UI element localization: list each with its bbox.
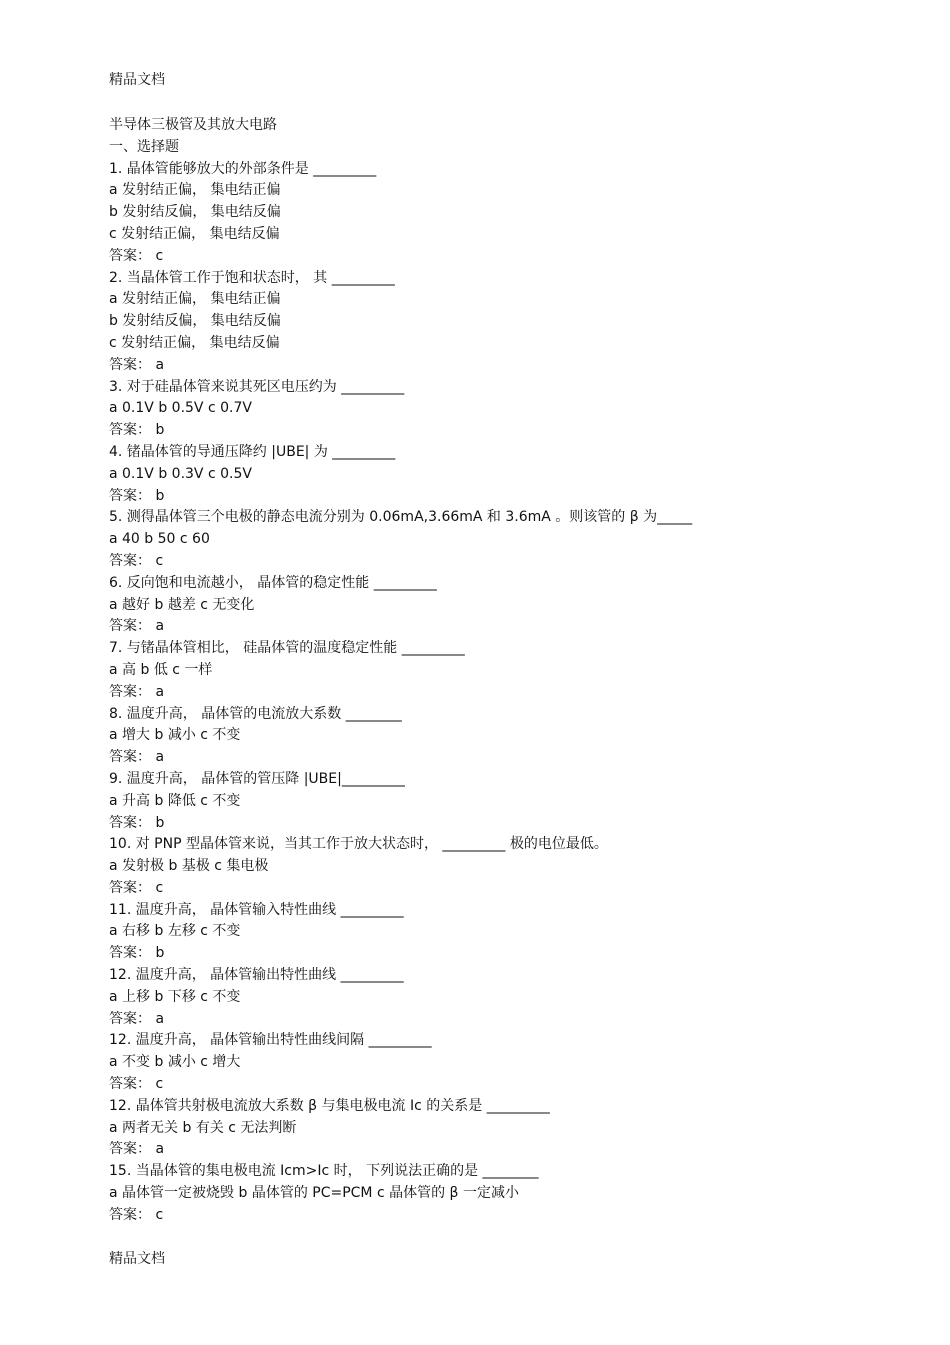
document-line: 11. 温度升高， 晶体管输入特性曲线 _________: [109, 901, 404, 918]
document-line: 答案： b: [109, 945, 165, 962]
document-line: 答案： b: [109, 487, 165, 504]
document-line: a 高 b 低 c 一样: [109, 661, 213, 678]
document-line: c 发射结正偏， 集电结反偏: [109, 225, 280, 242]
document-line: 答案： a: [109, 749, 165, 766]
document-line: a 发射极 b 基极 c 集电极: [109, 858, 269, 875]
document-line: a 不变 b 减小 c 增大: [109, 1054, 241, 1071]
document-line: 7. 与锗晶体管相比， 硅晶体管的温度稳定性能 _________: [109, 640, 465, 657]
document-line: a 越好 b 越差 c 无变化: [109, 596, 255, 613]
document-line: 答案： a: [109, 1141, 165, 1158]
document-line: 1. 晶体管能够放大的外部条件是 _________: [109, 160, 377, 177]
document-line: 8. 温度升高， 晶体管的电流放大系数 ________: [109, 705, 402, 722]
document-line: 答案： a: [109, 618, 165, 635]
document-body: [109, 115, 909, 1227]
document-line: 3. 对于硅晶体管来说其死区电压约为 _________: [109, 378, 405, 395]
document-line: b 发射结反偏， 集电结反偏: [109, 313, 281, 330]
document-line: 答案： b: [109, 422, 165, 439]
document-line: 答案： c: [109, 1076, 164, 1093]
document-line: 10. 对 PNP 型晶体管来说，当其工作于放大状态时， _________ 极的电位最低。: [109, 836, 608, 853]
document-line: 答案： a: [109, 1010, 165, 1027]
document-line: 9. 温度升高， 晶体管的管压降 |UBE|_________: [109, 770, 405, 787]
document-line: c 发射结正偏， 集电结反偏: [109, 334, 280, 351]
document-line: 2. 当晶体管工作于饱和状态时， 其 _________: [109, 269, 395, 286]
document-line: a 增大 b 减小 c 不变: [109, 727, 241, 744]
document-line: 答案： a: [109, 683, 165, 700]
document-line: a 40 b 50 c 60: [109, 531, 210, 548]
document-line: 答案： b: [109, 814, 165, 831]
document-line: a 0.1V b 0.5V c 0.7V: [109, 400, 252, 417]
document-line: 答案： a: [109, 356, 165, 373]
document-line: 12. 温度升高， 晶体管输出特性曲线 _________: [109, 967, 404, 984]
document-line: 一、选择题: [109, 138, 179, 155]
document-line: 4. 锗晶体管的导通压降约 |UBE| 为 _________: [109, 443, 396, 460]
document-line: a 两者无关 b 有关 c 无法判断: [109, 1119, 297, 1136]
page-footer: 精品文档: [109, 1251, 165, 1267]
document-line: 答案： c: [109, 879, 164, 896]
document-line: 12. 温度升高， 晶体管输出特性曲线间隔 _________: [109, 1032, 432, 1049]
document-line: a 上移 b 下移 c 不变: [109, 988, 241, 1005]
document-line: 5. 测得晶体管三个电极的静态电流分别为 0.06mA,3.66mA 和 3.6mA 。则该管的 β 为_____: [109, 509, 693, 526]
document-line: a 晶体管一定被烧毁 b 晶体管的 PC=PCM c 晶体管的 β 一定减小: [109, 1185, 519, 1202]
document-line: 12. 晶体管共射极电流放大系数 β 与集电极电流 Ic 的关系是 _________: [109, 1097, 550, 1114]
page-header: 精品文档: [109, 72, 165, 88]
document-line: a 0.1V b 0.3V c 0.5V: [109, 465, 252, 482]
document-line: a 发射结正偏， 集电结正偏: [109, 291, 281, 308]
document-line: 半导体三极管及其放大电路: [109, 117, 277, 133]
document-line: a 右移 b 左移 c 不变: [109, 923, 241, 940]
document-line: b 发射结反偏， 集电结反偏: [109, 204, 281, 221]
document-line: a 发射结正偏， 集电结正偏: [109, 182, 281, 199]
document-line: 答案： c: [109, 552, 164, 569]
document-line: 6. 反向饱和电流越小， 晶体管的稳定性能 _________: [109, 574, 437, 591]
document-line: a 升高 b 降低 c 不变: [109, 792, 241, 809]
document-line: 15. 当晶体管的集电极电流 Icm>Ic 时， 下列说法正确的是 ________: [109, 1163, 539, 1180]
document-line: 答案： c: [109, 247, 164, 264]
document-line: 答案： c: [109, 1206, 164, 1223]
